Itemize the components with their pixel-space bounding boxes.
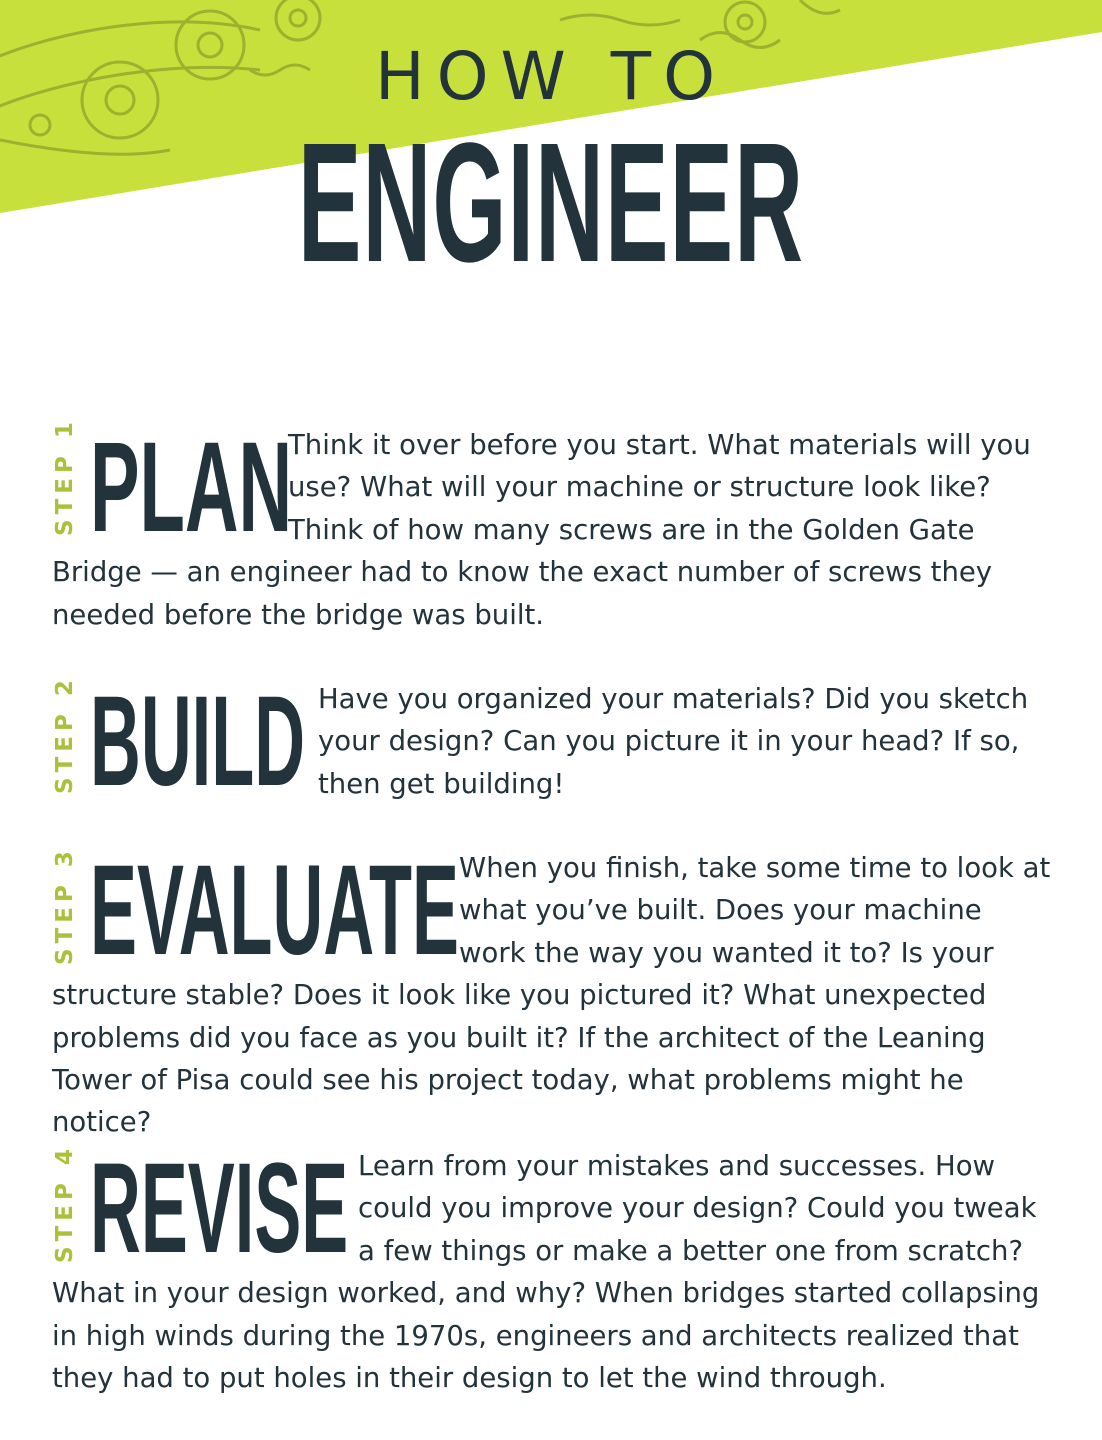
step-label: STEP 4 (52, 1144, 78, 1263)
page-title: ENGINEER (297, 108, 805, 298)
step-heading: REVISE (90, 1137, 349, 1280)
header-kicker: HOW TO (374, 38, 728, 115)
step-heading: EVALUATE (90, 839, 459, 982)
step-evaluate (52, 839, 1052, 1144)
step-plan (52, 416, 1052, 636)
step-heading: PLAN (90, 416, 293, 559)
step-revise (52, 1137, 1052, 1399)
step-description: Have you organized your materials? Did you sketch your design? Can you picture it in your head? If so, then get building! (318, 683, 1029, 800)
step-build (52, 670, 1052, 813)
step-label: STEP 3 (52, 846, 78, 965)
step-description: When you finish, take some time to look at what you’ve built. Does your machine work the way you wanted it to? Is your structure stable? Does it look like you pictured it? What unexpected problems did you face as you built it? If the architect of the Leaning Tower of Pisa could see his project today, what problems might he notice? (52, 852, 1051, 1139)
step-heading: BUILD (90, 670, 306, 813)
step-description: Learn from your mistakes and successes. How could you improve your design? Could you tweak a few things or make a better one from scratch? What in your design worked, and why? When bridges started collapsing in high winds during the 1970s, engineers and architects realized that they had to put holes in their design to let the wind through. (52, 1150, 1040, 1395)
step-description: Think it over before you start. What materials will you use? What will your machine or structure look like? Think of how many screws are in the Golden Gate Bridge — an engineer had to know the exact number of screws they needed before the bridge was built. (52, 429, 1031, 631)
step-label: STEP 2 (52, 675, 78, 794)
step-label: STEP 1 (52, 417, 78, 536)
